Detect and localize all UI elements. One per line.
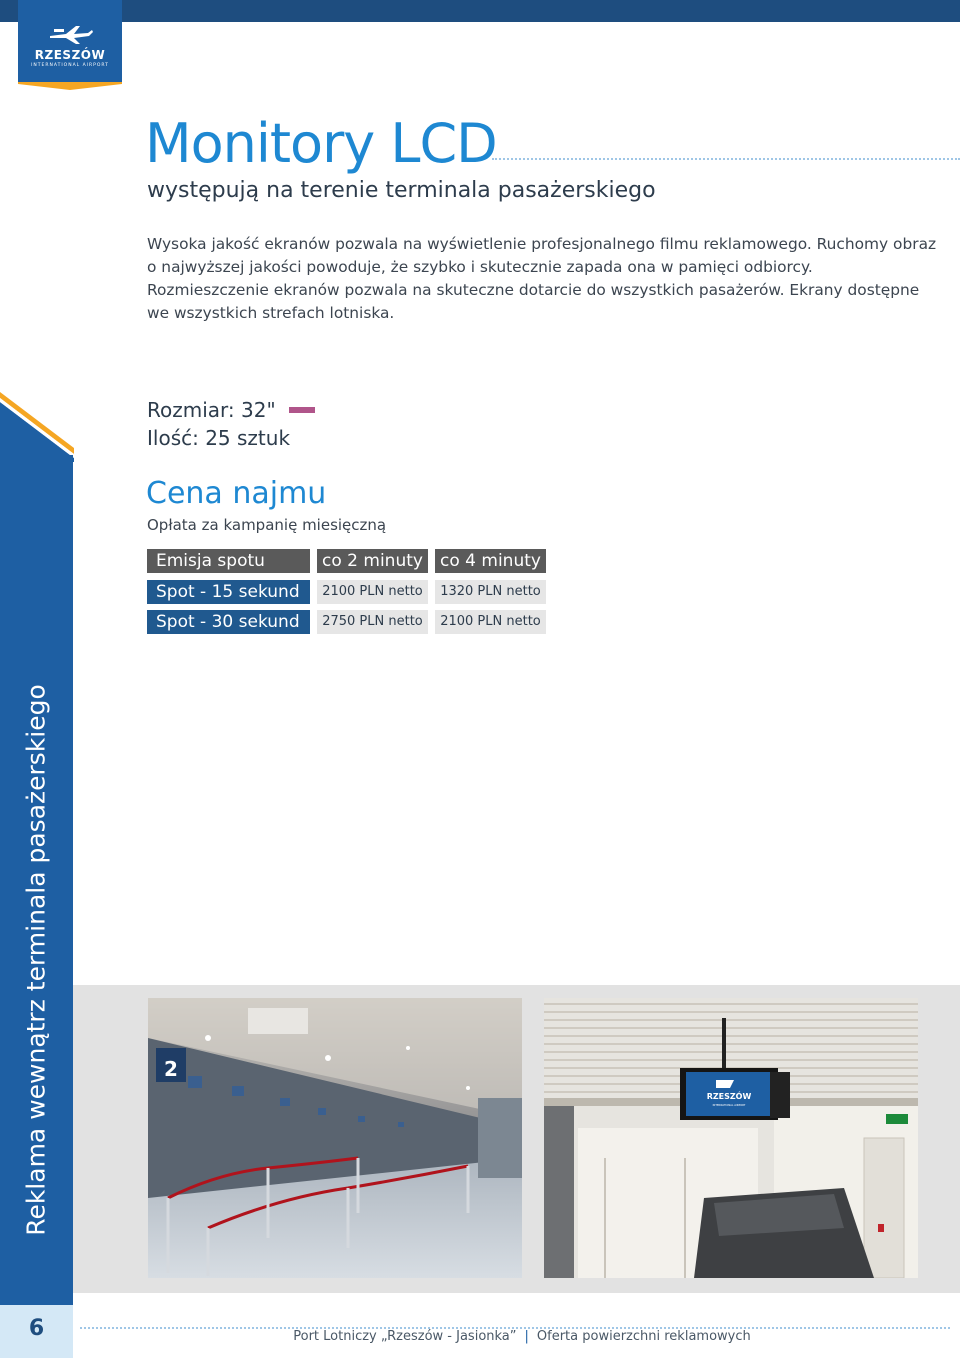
airplane-logo-icon [46,22,94,46]
footer-document-title: Oferta powierzchni reklamowych [536,1329,751,1344]
footer-separator: | [524,1329,529,1344]
check-in-hall-photo [148,998,522,1278]
table-cell: 1320 PLN netto [435,580,546,604]
page-subtitle: występują na terenie terminala pasażerskiego [147,178,656,203]
table-row-label: Spot - 15 sekund [147,580,310,604]
spec-accent-dash [289,407,315,413]
monitor-screen-name: RZESZÓW [706,1092,752,1101]
page-number: 6 [28,1316,45,1341]
table-header-4min: co 4 minuty [435,549,546,573]
sidebar-vertical-text: Reklama wewnątrz terminala pasażerskiego [21,684,51,1236]
footer [0,1329,960,1344]
logo-name: RZESZÓW [34,48,106,62]
table-cell: 2750 PLN netto [317,610,428,634]
description-text: Wysoka jakość ekranów pozwala na wyświetlenie profesjonalnego filmu reklamowego. Ruchomy obraz o najwyższej jakości powoduje, że szybko i skutecznie zapada ona w pamięci odbiorcy. Rozmieszczenie ekranów pozwala na skuteczne dotarcie do wszystkich pasażerów. Ekrany dostępne we wszystkich strefach lotniska. [147,235,937,322]
monitor-screen-tagline: INTERNATIONAL AIRPORT [712,1104,746,1107]
top-bar [0,0,960,22]
logo-underline [18,82,122,90]
footer-organization: Port Lotniczy „Rzeszów - Jasionka” [293,1329,517,1344]
counter-sign-number: 2 [164,1057,178,1081]
table-cell: 2100 PLN netto [317,580,428,604]
pricing-title: Cena najmu [146,476,327,511]
airport-logo[interactable] [18,0,122,82]
table-header-2min: co 2 minuty [317,549,428,573]
pricing-subtitle: Opłata za kampanię miesięczną [147,516,387,534]
table-header-emission: Emisja spotu [147,549,310,573]
page-title: Monitory LCD [145,112,497,175]
title-divider [492,158,960,160]
spec-quantity: Ilość: 25 sztuk [147,426,291,450]
spec-size: Rozmiar: 32" [147,398,276,422]
sidebar-cap [0,392,74,462]
logo-tagline: INTERNATIONAL AIRPORT [31,63,109,68]
table-cell: 2100 PLN netto [435,610,546,634]
table-row-label: Spot - 30 sekund [147,610,310,634]
gate-monitor-photo [544,998,918,1278]
